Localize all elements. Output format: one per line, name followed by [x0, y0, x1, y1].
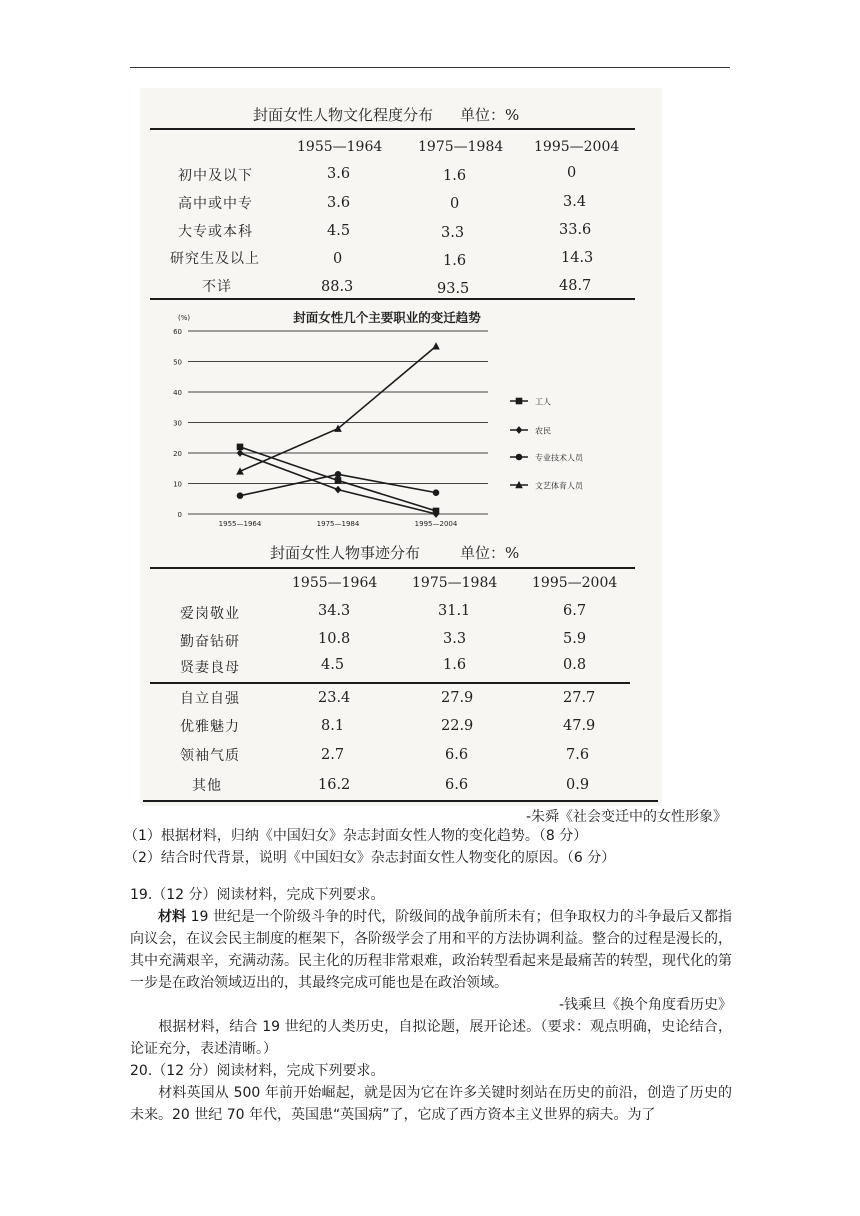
chart-legend-label: 专业技术人员 [535, 453, 583, 463]
chart-data-point [335, 477, 342, 484]
table2-col-3: 1995—2004 [532, 575, 618, 591]
chart-legend-label: 文艺体育人员 [535, 481, 583, 491]
table1-row-label: 研究生及以上 [170, 251, 260, 267]
chart-y-tick-label: 20 [173, 450, 182, 458]
table1-row-label: 高中或中专 [178, 196, 253, 212]
chart-legend-label: 农民 [535, 426, 551, 436]
table1-cell: 93.5 [437, 281, 470, 297]
chart-y-tick-label: 10 [173, 480, 182, 489]
table1-cell: 14.3 [561, 250, 594, 266]
chart-y-tick-label: 50 [173, 358, 182, 367]
table2-row-label: 勤奋钻研 [180, 634, 240, 650]
table2-cell: 6.6 [445, 747, 469, 763]
table1-title: 封面女性人物文化程度分布 [253, 106, 434, 124]
table2-row-label: 贤妻良母 [180, 660, 240, 676]
table1-cell: 0 [567, 165, 577, 181]
chart-title: 封面女性几个主要职业的变迁趋势 [293, 310, 481, 325]
table2-cell: 8.1 [321, 718, 345, 734]
table2-cell: 0.8 [563, 657, 587, 673]
table1-col-1: 1955—1964 [297, 139, 383, 155]
table2-col-2: 1975—1984 [412, 575, 498, 591]
table2-cell: 22.9 [441, 718, 474, 734]
table2-cell: 6.6 [445, 777, 469, 793]
chart-legend-marker [516, 454, 523, 461]
table2-cell: 3.3 [443, 631, 467, 647]
table2-cell: 23.4 [318, 690, 351, 706]
chart-data-point [432, 342, 440, 349]
table1-cell: 3.4 [563, 194, 587, 210]
table2-cell: 1.6 [443, 657, 467, 673]
table1-top-rule [150, 128, 635, 130]
table2-cell: 7.6 [566, 747, 590, 763]
table2-cell: 47.9 [563, 718, 596, 734]
table1-row-label: 不详 [202, 279, 232, 295]
table2-cell: 10.8 [318, 631, 351, 647]
q20-material-text: 材料英国从 500 年前开始崛起，就是因为它在许多关键时刻站在历史的前沿，创造了历史的未来。20 世纪 70 年代，英国患“英国病”了，它成了西方资本主义世界的病夫。为了 [130, 1085, 732, 1123]
chart-data-point [335, 486, 342, 494]
table1-cell: 88.3 [321, 279, 354, 295]
table1-cell: 1.6 [443, 253, 467, 269]
table1-cell: 48.7 [559, 278, 592, 294]
chart-legend-label: 工人 [535, 397, 551, 407]
table1-cell: 4.5 [327, 223, 351, 239]
table1-col-3: 1995—2004 [534, 139, 620, 155]
question-1: （1）根据材料，归纳《中国妇女》杂志封面女性人物的变化趋势。（8 分） [124, 828, 588, 844]
chart-x-tick-label: 1995—2004 [414, 520, 458, 528]
table1-cell: 3.3 [441, 225, 465, 241]
table2-row-label: 自立自强 [180, 691, 240, 707]
table2-row-label: 领袖气质 [180, 748, 240, 764]
table2-cell: 6.7 [563, 603, 587, 619]
table2-unit: 单位：% [460, 544, 520, 562]
q20-header: 20.（12 分）阅读材料，完成下列要求。 [130, 1063, 385, 1079]
table2-bottom-rule [143, 800, 658, 802]
table1-row-label: 初中及以下 [178, 168, 253, 184]
table1-cell: 3.6 [327, 195, 351, 211]
chart-y-tick-label: 30 [173, 419, 182, 428]
table2-row-label: 其他 [192, 778, 222, 794]
table2-cell: 5.9 [563, 631, 587, 647]
table2-cell: 0.9 [566, 777, 590, 793]
top-rule [130, 67, 730, 68]
q19-material-text: 19 世纪是一个阶级斗争的时代，阶级间的战争前所未有；但争取权力的斗争最后又都指向议会，在议会民主制度的框架下，各阶级学会了用和平的方法协调利益。整合的过程是漫长的，其中充满艰辛，充满动荡。民主化的历程非常艰难，政治转型看起来是最痛苦的转型，现代化的第一步是在政治领域迈出的，其最终完成可能也是在政治领域。 [130, 909, 732, 991]
q19-source: -钱乘旦《换个角度看历史》 [558, 997, 732, 1013]
table2-row-label: 爱岗敬业 [180, 606, 240, 622]
chart-data-point [335, 471, 342, 478]
source-citation: -朱舜《社会变迁中的女性形象》 [525, 809, 727, 825]
table1-col-2: 1975—1984 [418, 139, 504, 155]
chart-data-point [237, 449, 244, 457]
q19-material [130, 906, 732, 994]
table1-row-label: 大专或本科 [178, 224, 253, 240]
table1-unit: 单位：% [460, 106, 520, 124]
chart-y-tick-label: 60 [173, 328, 182, 336]
question-2: （2）结合时代背景，说明《中国妇女》杂志封面女性人物变化的原因。（6 分） [124, 850, 616, 866]
table2-cell: 27.7 [563, 690, 596, 706]
table1-cell: 1.6 [443, 168, 467, 184]
table2-cell: 2.7 [321, 747, 345, 763]
chart-ylabel: (%) [178, 314, 191, 322]
table2-row-label: 优雅魅力 [180, 719, 240, 735]
q19-header: 19.（12 分）阅读材料，完成下列要求。 [130, 887, 385, 903]
occupation-trend-chart [150, 300, 650, 540]
table1-cell: 0 [333, 251, 343, 267]
table2-cell: 4.5 [321, 657, 345, 673]
table2-cell: 31.1 [438, 603, 471, 619]
q20-material [130, 1082, 732, 1126]
table2-title: 封面女性人物事迹分布 [270, 544, 421, 562]
q19-task-text: 根据材料，结合 19 世纪的人类历史，自拟论题，展开论述。（要求：观点明确，史论结合，论证充分，表述清晰。） [130, 1019, 732, 1057]
table1-cell: 33.6 [559, 222, 592, 238]
table2-col-1: 1955—1964 [292, 575, 378, 591]
chart-y-tick-label: 0 [177, 511, 182, 519]
table2-cell: 16.2 [318, 777, 351, 793]
q19-material-label: 材料 [158, 909, 187, 925]
chart-data-point [237, 492, 244, 499]
table2-cell: 27.9 [441, 690, 474, 706]
table2-cell: 34.3 [318, 603, 351, 619]
chart-y-tick-label: 40 [173, 389, 182, 397]
chart-legend-marker [516, 426, 523, 434]
table2-top-rule [150, 567, 635, 569]
table1-cell: 0 [450, 196, 460, 212]
chart-x-tick-label: 1975—1984 [316, 520, 360, 528]
q19-task [130, 1016, 732, 1060]
table1-cell: 3.6 [327, 166, 351, 182]
chart-legend-marker [516, 398, 523, 405]
chart-x-tick-label: 1955—1964 [218, 520, 262, 528]
chart-data-point [433, 489, 440, 496]
table2-middle-rule [150, 682, 630, 684]
